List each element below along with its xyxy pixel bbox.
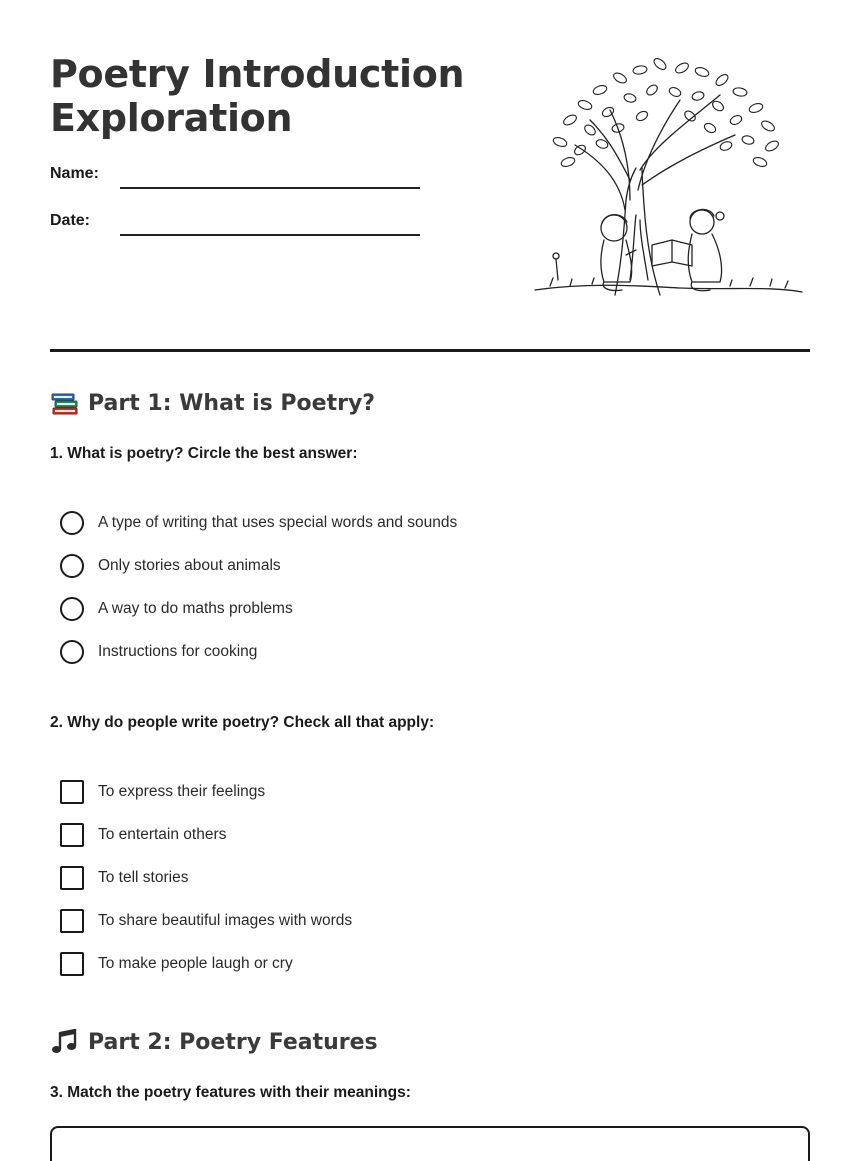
radio-circle[interactable] <box>60 597 84 621</box>
option-label: Only stories about animals <box>98 557 281 574</box>
q2-option-2[interactable] <box>60 823 226 847</box>
date-input-line[interactable] <box>120 234 420 236</box>
question-1: 1. What is poetry? Circle the best answer: <box>50 445 358 462</box>
question-3: 3. Match the poetry features with their meanings: <box>50 1084 411 1101</box>
q2-option-3[interactable] <box>60 866 188 890</box>
option-label: A type of writing that uses special words and sounds <box>98 514 458 531</box>
checkbox[interactable] <box>60 866 84 890</box>
option-label: To share beautiful images with words <box>98 912 353 929</box>
option-label: A way to do maths problems <box>98 600 293 617</box>
radio-circle[interactable] <box>60 511 84 535</box>
name-input-line[interactable] <box>120 187 420 189</box>
part2-heading-text: Part 2: Poetry Features <box>88 1029 378 1055</box>
option-label: To entertain others <box>98 826 227 843</box>
music-note-icon <box>50 1027 80 1057</box>
part1-heading <box>50 386 375 420</box>
page-title <box>50 52 470 140</box>
q1-option-1[interactable] <box>60 511 457 535</box>
q2-option-5[interactable] <box>60 952 293 976</box>
option-label: To express their feelings <box>98 783 266 800</box>
section-divider <box>50 349 810 352</box>
part1-heading-text: Part 1: What is Poetry? <box>88 390 376 416</box>
checkbox[interactable] <box>60 823 84 847</box>
children-reading-under-tree-illustration <box>530 50 810 305</box>
question-2: 2. Why do people write poetry? Check all that apply: <box>50 714 435 731</box>
checkbox[interactable] <box>60 780 84 804</box>
date-label: Date: <box>50 212 91 229</box>
radio-circle[interactable] <box>60 640 84 664</box>
date-field[interactable] <box>50 212 422 236</box>
part2-heading <box>50 1025 378 1059</box>
option-label: Instructions for cooking <box>98 643 258 660</box>
radio-circle[interactable] <box>60 554 84 578</box>
name-field[interactable] <box>50 165 422 189</box>
name-label: Name: <box>50 165 99 182</box>
matching-box[interactable] <box>50 1126 810 1161</box>
books-icon <box>50 388 80 418</box>
checkbox[interactable] <box>60 909 84 933</box>
q1-option-4[interactable] <box>60 640 257 664</box>
page-title-line1: Poetry Introduction <box>50 52 465 96</box>
page-title-line2: Exploration <box>50 96 293 140</box>
option-label: To make people laugh or cry <box>98 955 293 972</box>
q2-option-4[interactable] <box>60 909 352 933</box>
checkbox[interactable] <box>60 952 84 976</box>
option-label: To tell stories <box>98 869 189 886</box>
q1-option-2[interactable] <box>60 554 281 578</box>
q2-option-1[interactable] <box>60 780 265 804</box>
q1-option-3[interactable] <box>60 597 293 621</box>
